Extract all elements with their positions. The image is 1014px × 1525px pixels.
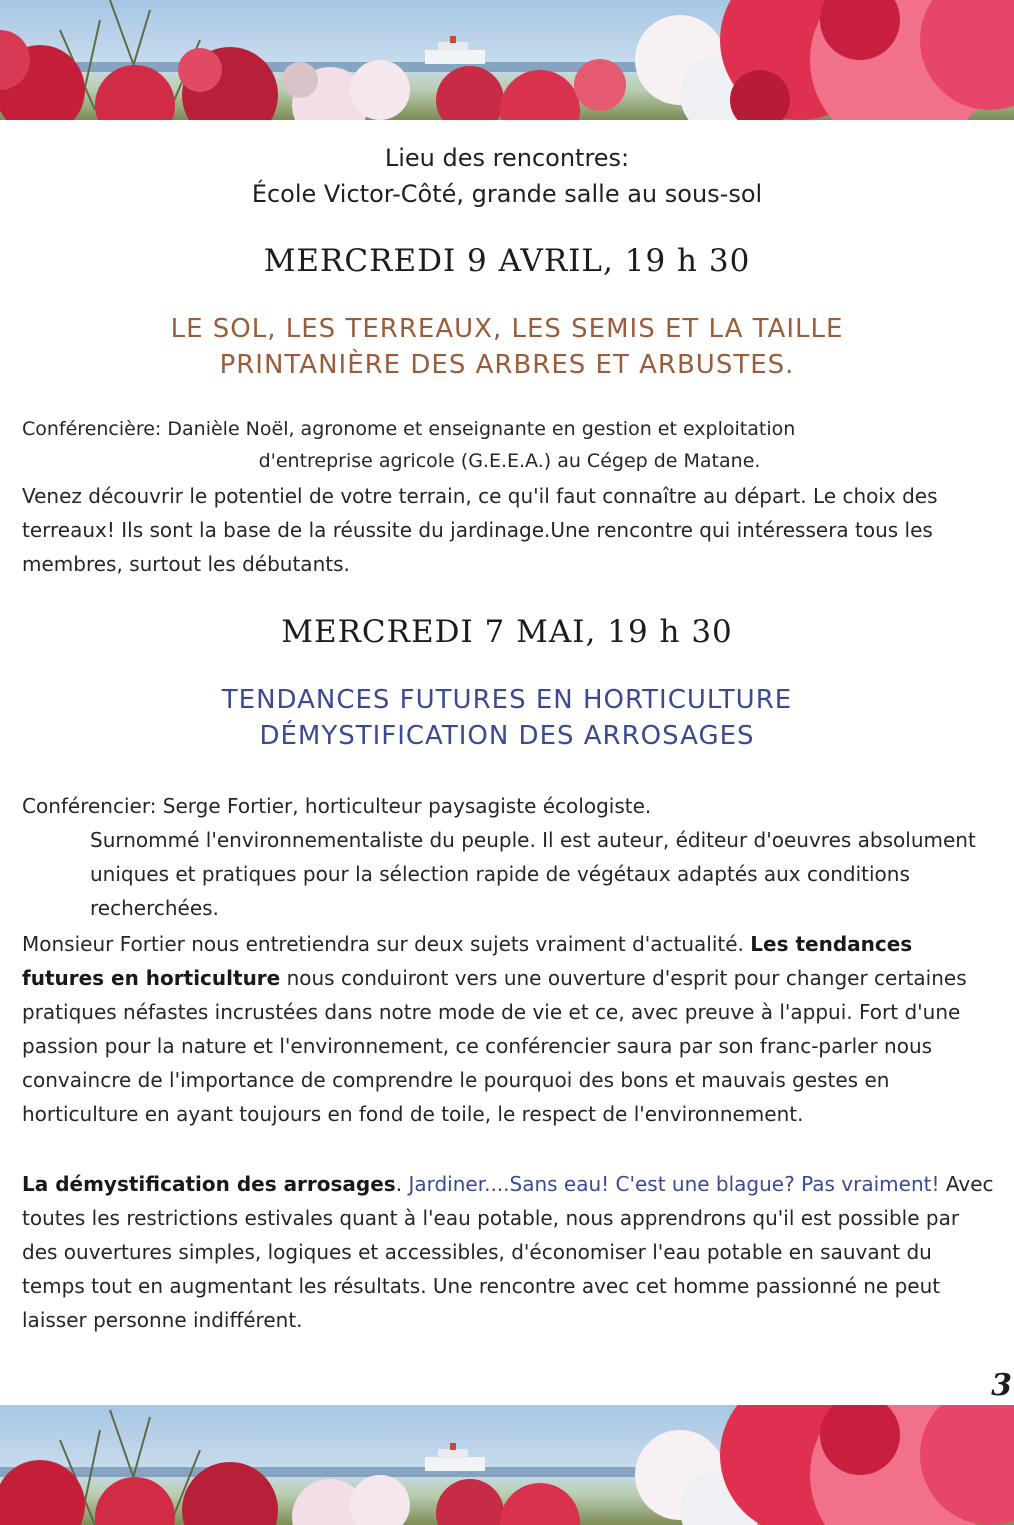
flower-photo-graphic bbox=[0, 1405, 1014, 1525]
watering-blue-phrase: Jardiner....Sans eau! C'est une blague? Pas vraiment! bbox=[408, 1172, 940, 1196]
event-1-speaker-line2: d'entreprise agricole (G.E.E.A.) au Cégep de Matane. bbox=[258, 450, 761, 472]
ferry-ship-icon bbox=[425, 1443, 485, 1471]
venue-block bbox=[0, 140, 1014, 212]
watering-bold-phrase: La démystification des arrosages bbox=[22, 1172, 396, 1196]
event-1-title-line2: PRINTANIÈRE DES ARBRES ET ARBUSTES. bbox=[219, 350, 795, 380]
event-1-description: Venez découvrir le potentiel de votre terrain, ce qu'il faut connaître au départ. Le choix des terreaux! Ils sont la base de la réussite du jardinage.Une rencontre qui intéressera tous les membres, surtout les débutants. bbox=[22, 484, 938, 576]
event-2-bio: Surnommé l'environnementaliste du peuple. Il est auteur, éditeur d'oeuvres absolument uniques et pratiques pour la sélection rapide de végétaux adaptés aux conditions recherchées. bbox=[90, 828, 976, 920]
watering-dot: . bbox=[395, 1172, 409, 1196]
bottom-floral-banner bbox=[0, 1405, 1014, 1525]
event-2-speaker: Conférencier: Serge Fortier, horticulteur paysagiste écologiste. bbox=[22, 794, 652, 818]
top-floral-banner bbox=[0, 0, 1014, 120]
trends-rest: nous conduiront vers une ouverture d'esprit pour changer certaines pratiques néfastes incrustées dans notre mode de vie et ce, avec preuve à l'appui. Fort d'une passion pour la nature et l'environnement, ce conférencier saura par son franc-parler nous convaincre de l'importance de comprendre le pourquoi des bons et mauvais gestes en horticulture en ayant toujours en fond de toile, le respect de l'environnement. bbox=[22, 966, 967, 1126]
event-1-speaker-line1: Conférencière: Danièle Noël, agronome et enseignante en gestion et exploitation bbox=[22, 418, 796, 440]
event-1-date: MERCREDI 9 AVRIL, 19 h 30 bbox=[263, 243, 751, 279]
trends-bold-phrase: Les tendances futures en horticulture bbox=[22, 932, 913, 990]
page-number: 3 bbox=[991, 1368, 1012, 1403]
venue-location: École Victor-Côté, grande salle au sous-sol bbox=[251, 180, 763, 208]
event-2-date: MERCREDI 7 MAI, 19 h 30 bbox=[281, 614, 733, 650]
flower-photo-graphic bbox=[0, 0, 1014, 120]
venue-label: Lieu des rencontres: bbox=[384, 144, 630, 172]
event-1-title bbox=[0, 311, 1014, 383]
ferry-ship-icon bbox=[425, 36, 485, 64]
event-2-title bbox=[0, 682, 1014, 754]
watering-rest: Avec toutes les restrictions estivales quant à l'eau potable, nous apprendrons qu'il est possible par des ouvertures simples, logiques et accessibles, d'économiser l'eau potable en sauvant du temps tout en augmentant les résultats. Une rencontre avec cet homme passionné ne peut laisser personne indifférent. bbox=[22, 1172, 994, 1332]
event-2-title-line1: TENDANCES FUTURES EN HORTICULTURE bbox=[221, 685, 793, 715]
trends-intro: Monsieur Fortier nous entretiendra sur deux sujets vraiment d'actualité. bbox=[22, 932, 751, 956]
event-1-speaker bbox=[22, 413, 997, 477]
event-2-paragraph-trends bbox=[22, 927, 997, 1131]
event-1-title-line1: LE SOL, LES TERREAUX, LES SEMIS ET LA TAILLE bbox=[170, 314, 844, 344]
event-2-paragraph-watering bbox=[22, 1167, 997, 1337]
event-2-title-line2: DÉMYSTIFICATION DES ARROSAGES bbox=[259, 721, 755, 751]
